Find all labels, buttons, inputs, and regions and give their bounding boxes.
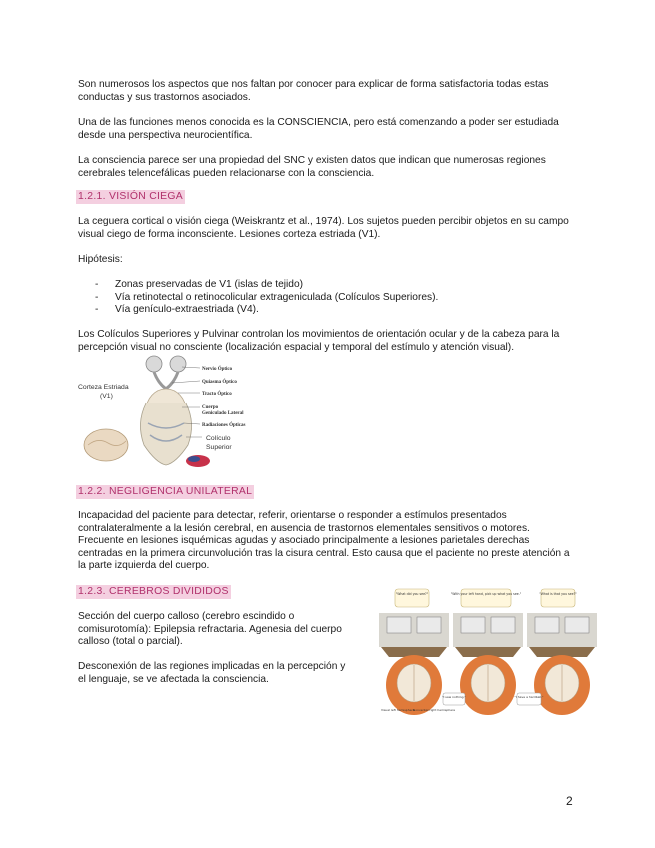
vision-ciega-paragraph: La ceguera cortical o visión ciega (Weiskrantz et al., 1974). Los sujetos pueden percibir objetos en su campo visual ciego de forma inconsciente. Lesiones corteza estriada (V1).: [78, 216, 569, 240]
eye-left-icon: [146, 356, 162, 372]
label-quiasma: Quiasma Óptico: [202, 380, 237, 385]
bubble-text: "With your left hand, pick up what you see.": [450, 592, 522, 596]
intro-paragraph-3: La consciencia parece ser una propiedad del SNC y existen datos que indican que numerosas regiones cerebrales telencefálicas pueden relacionarse con la consciencia.: [78, 155, 546, 179]
section-heading-negligencia: 1.2.2. NEGLIGENCIA UNILATERAL: [78, 486, 253, 497]
hypothesis-item: - Zonas preservadas de V1 (islas de tejido): [95, 279, 304, 290]
negligencia-paragraph: Incapacidad del paciente para detectar, referir, orientarse o responder a estímulos presentados contralateralmente a la lesión cerebral, en ausencia de trastornos elementales sensitivos o motores. Frecuente en lesiones isquémicas agudas y asociado principalmente a lesiones parietales derechas centradas en la primera circunvolución tras la cisura central. Esto causa que el paciente no preste atención a la parte izquierda del cuerpo.: [78, 510, 570, 572]
section-heading-vision-ciega: 1.2.1. VISIÓN CIEGA: [78, 191, 184, 202]
coliculos-paragraph: Los Colículos Superiores y Pulvinar controlan los movimientos de orientación ocular y de la cabeza para la percepción visual no consciente (localización espacial y temporal del estímulo y atención visual).: [78, 329, 560, 353]
lateral-brain-icon: [84, 429, 128, 461]
bubble-text: "What is that you see?": [539, 592, 577, 596]
hypothesis-item: - Vía retinotectal o retinocolicular extrageniculada (Colículos Superiores).: [95, 292, 439, 303]
page-number: 2: [566, 794, 573, 808]
caption-text: Nonverbal right hemisphere: [413, 708, 456, 712]
section-heading-cerebros-divididos: 1.2.3. CEREBROS DIVIDIDOS: [78, 586, 229, 597]
split-brain-figure: [377, 585, 599, 719]
caption-text: Visual left hemisphere: [381, 708, 415, 712]
cerebros-paragraph-1: Sección del cuerpo calloso (cerebro escindido o comisurotomía): Epilepsia refractaria. Agenesia del cuerpo calloso (total o parcial).: [78, 611, 342, 648]
bubble-text: "What did you see?": [395, 592, 429, 596]
visual-pathway-figure: [78, 353, 256, 471]
label-superior: Superior: [206, 444, 232, 451]
label-cuerpo: Cuerpo: [202, 405, 219, 410]
eye-right-icon: [170, 356, 186, 372]
answer-text: "I have a hardball.": [514, 695, 544, 699]
hypothesis-item: - Vía genículo-extraestriada (V4).: [95, 304, 259, 315]
intro-paragraph-1: Son numerosos los aspectos que nos faltan por conocer para explicar de forma satisfactoria todas estas conductas y sus trastornos asociados.: [78, 79, 549, 103]
label-coliculo: Colículo: [206, 435, 231, 442]
hypothesis-label: Hipótesis:: [78, 254, 123, 265]
label-nervio: Nervio Óptico: [202, 367, 233, 372]
label-geniculado: Geniculado Lateral: [202, 411, 244, 416]
label-radiaciones: Radiaciones Ópticas: [202, 423, 246, 428]
answer-text: "I saw nothing.": [442, 695, 466, 699]
cerebros-paragraph-2: Desconexión de las regiones implicadas en la percepción y el lenguaje, se ve afectada la consciencia.: [78, 661, 346, 685]
label-corteza: Corteza Estriada: [78, 384, 129, 391]
intro-paragraph-2: Una de las funciones menos conocida es la CONSCIENCIA, pero está comenzando a poder ser estudiada desde una perspectiva neurocientífica.: [78, 117, 559, 141]
label-v1: (V1): [100, 393, 113, 400]
label-tracto: Tracto Óptico: [202, 392, 232, 397]
